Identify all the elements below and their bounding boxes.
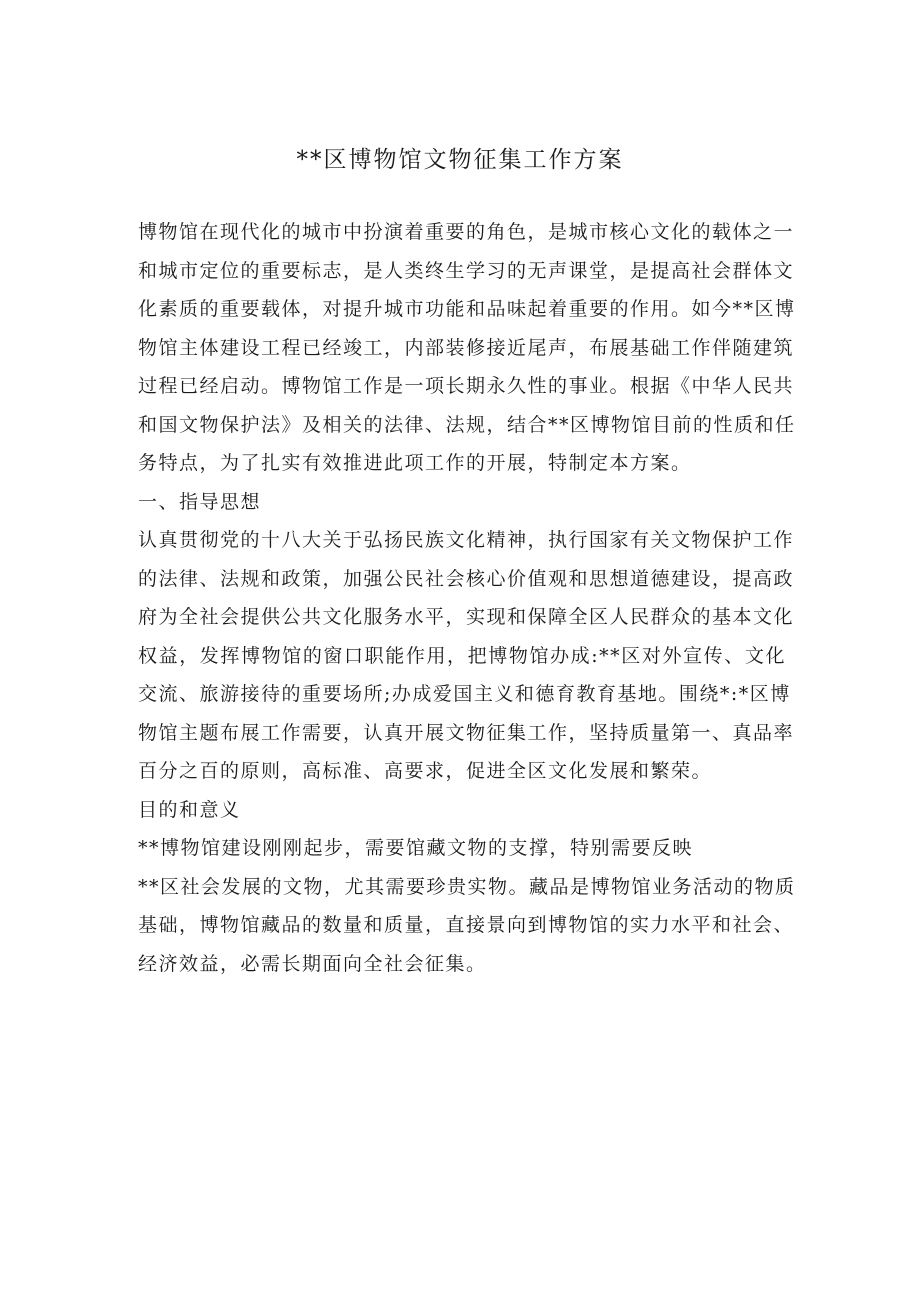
paragraph-line: **区社会发展的文物，尤其需要珍贵实物。藏品是博物馆业务活动的物质 bbox=[138, 875, 796, 898]
paragraph-line: 百分之百的原则，高标准、高要求，促进全区文化发展和繁荣。 bbox=[138, 760, 713, 782]
paragraph-line: 交流、旅游接待的重要场所;办成爱国主义和德育教育基地。围绕*:*区博 bbox=[138, 683, 791, 705]
paragraph-line: 过程已经启动。博物馆工作是一项长期永久性的事业。根据《中华人民共 bbox=[138, 375, 795, 397]
paragraph-line: 认真贯彻党的十八大关于弘扬民族文化精神，执行国家有关文物保护工作 bbox=[138, 529, 795, 551]
paragraph-line: 的法律、法规和政策，加强公民社会核心价值观和思想道德建设，提高政 bbox=[138, 567, 795, 590]
paragraph-line: 物馆主题布展工作需要，认真开展文物征集工作，坚持质量第一、真品率 bbox=[138, 721, 795, 744]
section-heading-purpose: 目的和意义 bbox=[138, 798, 241, 821]
paragraph-line: 权益，发挥博物馆的窗口职能作用，把博物馆办成:**区对外宣传、文化 bbox=[138, 644, 786, 667]
paragraph-line: **博物馆建设刚刚起步，需要馆藏文物的支撑，特别需要反映 bbox=[138, 837, 694, 859]
paragraph-line: 和城市定位的重要标志，是人类终生学习的无声课堂，是提高社会群体文 bbox=[138, 259, 795, 282]
paragraph-line: 府为全社会提供公共文化服务水平，实现和保障全区人民群众的基本文化 bbox=[138, 606, 795, 628]
paragraph-line: 和国文物保护法》及相关的法律、法规，结合**区博物馆目前的性质和任 bbox=[138, 413, 796, 436]
paragraph-line: 经济效益，必需长期面向全社会征集。 bbox=[138, 952, 487, 975]
paragraph-line: 物馆主体建设工程已经竣工，内部装修接近尾声，布展基础工作伴随建筑 bbox=[138, 336, 795, 359]
document-body bbox=[138, 213, 796, 983]
purpose-intro-line bbox=[138, 829, 786, 868]
paragraph-line: 基础，博物馆藏品的数量和质量，直接景向到博物馆的实力水平和社会、 bbox=[138, 914, 795, 936]
paragraph-line: 务特点，为了扎实有效推进此项工作的开展，特制定本方案。 bbox=[138, 452, 692, 474]
intro-paragraph bbox=[138, 213, 796, 483]
paragraph-line: 博物馆在现代化的城市中扮演着重要的角色，是城市核心文化的载体之一 bbox=[138, 221, 795, 243]
purpose-paragraph bbox=[138, 868, 796, 984]
guiding-ideology-paragraph bbox=[138, 521, 795, 791]
paragraph-line: 化素质的重要载体，对提升城市功能和品味起着重要的作用。如今**区博 bbox=[138, 298, 796, 320]
section-heading-guiding-ideology: 一、指导思想 bbox=[138, 490, 262, 513]
document-title: **区博物馆文物征集工作方案 bbox=[296, 147, 624, 173]
